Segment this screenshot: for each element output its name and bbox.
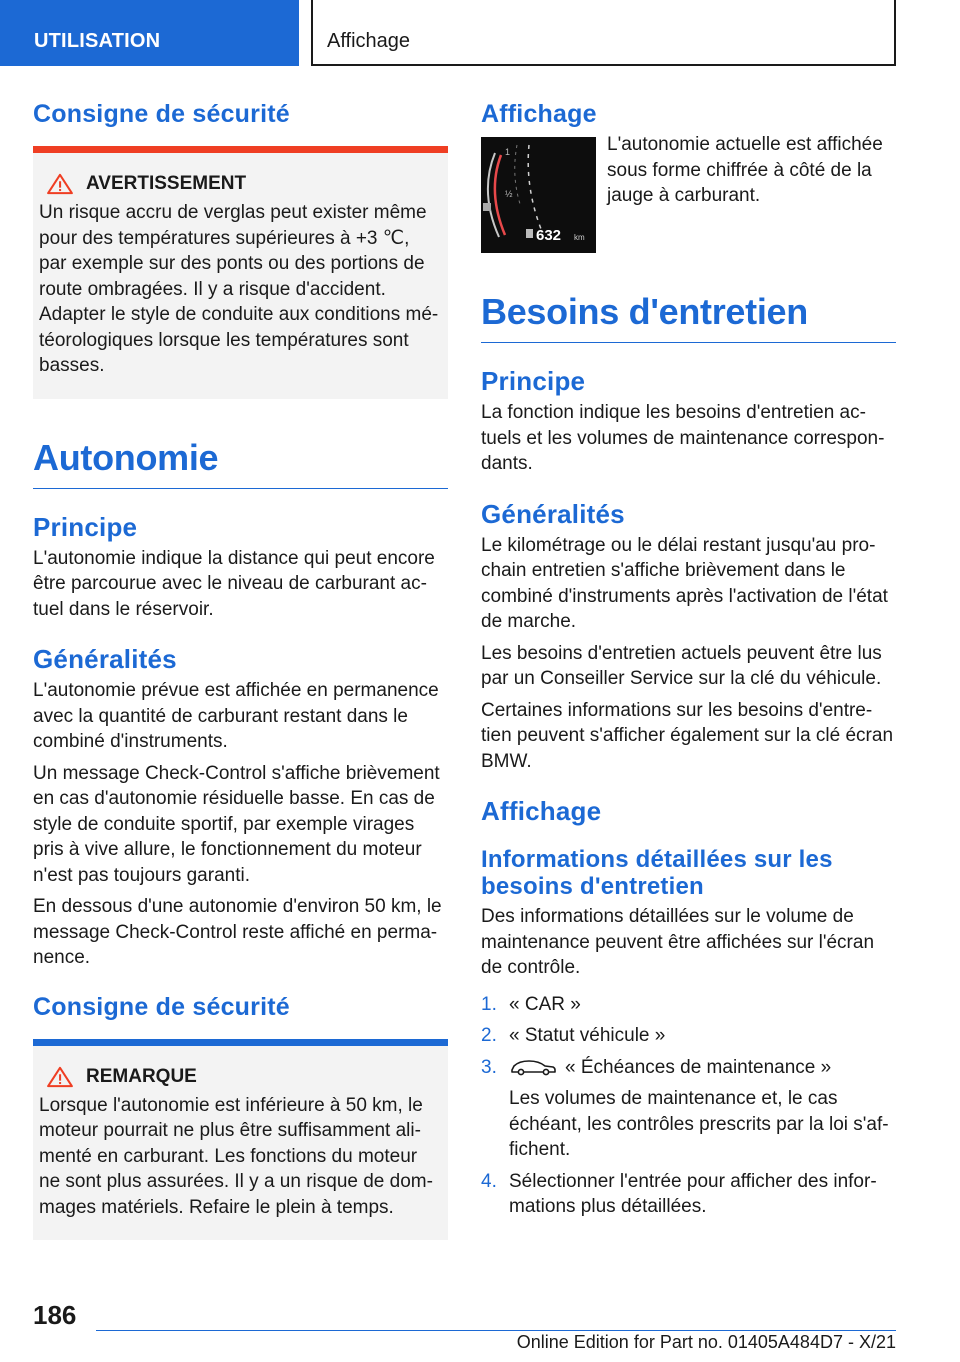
right-column [481, 100, 896, 1226]
gauge-mark-half: ½ [505, 189, 513, 199]
remark-text: Lorsque l'autonomie est inférieure à 50 km, le moteur pourrait ne plus être suffisamment alimenté en carburant. Les fonctions du moteur ne sont plus assurées. Il y a un risque de dommages matériels. Refaire le plein à temps. [39, 1094, 433, 1218]
remark-notice [33, 1039, 448, 1241]
info-detaillees-heading: Informations détaillées sur les besoins d'entretien [481, 846, 833, 900]
affichage-text: L'autonomie actuelle est affichée sous forme chiffrée à côté de la jauge à carburant. [607, 134, 883, 206]
autonomie-generalites-p3: En dessous d'une autonomie d'environ 50 km, le message Check-Control reste affiché en permanence. [33, 896, 442, 968]
safety-heading-1: Consigne de sécurité [33, 100, 290, 128]
fuel-display-block [481, 132, 896, 253]
step-subtext: Les volumes de maintenance et, le cas échéant, les contrôles prescrits par la loi s'affichent. [509, 1088, 889, 1160]
step-number: 3. [481, 1056, 497, 1078]
fuel-gauge-image [481, 137, 596, 253]
besoins-generalites-p1: Le kilométrage ou le délai restant jusqu'au prochain entretien s'affiche brièvement dans le combiné d'instruments après l'activation de l'état de marche. [481, 534, 888, 632]
notice-title-row [39, 173, 440, 195]
header-topic-box [311, 0, 896, 66]
car-icon [509, 1058, 557, 1076]
safety-heading-2: Consigne de sécurité [33, 992, 290, 1021]
gauge-range-value: 632 [536, 227, 562, 244]
step-number: 4. [481, 1170, 497, 1192]
warning-title: AVERTISSEMENT [86, 173, 247, 194]
header-section-tab [0, 0, 299, 66]
remark-title: REMARQUE [86, 1065, 197, 1087]
remark-title-row [39, 1066, 440, 1088]
step-text: « Statut véhicule » [509, 1025, 666, 1046]
page-number: 186 [33, 1300, 77, 1330]
affichage-heading: Affichage [481, 100, 597, 128]
header-topic-label: Affichage [327, 30, 411, 52]
step-item [481, 1169, 896, 1220]
besoins-title: Besoins d'entretien [481, 291, 896, 343]
autonomie-generalites-heading: Généralités [33, 644, 177, 674]
step-number: 2. [481, 1025, 497, 1046]
info-detaillees-text: Des informations détaillées sur le volume de maintenance peuvent être affichées sur l'écran de contrôle. [481, 906, 875, 978]
besoins-generalites-heading: Généralités [481, 498, 625, 529]
left-column [33, 100, 448, 1240]
steps-list [481, 992, 896, 1220]
step-item [481, 1023, 896, 1049]
besoins-generalites-p2: Les besoins d'entretien actuels peuvent être lus par un Conseiller Service sur la clé du véhicule. [481, 642, 882, 689]
besoins-principe-heading: Principe [481, 366, 586, 396]
step-number: 1. [481, 993, 497, 1015]
gauge-mark-top: 1 [505, 147, 511, 157]
warning-triangle-icon [45, 1066, 75, 1088]
step-text: « CAR » [509, 993, 581, 1015]
gauge-range-unit: km [574, 233, 585, 242]
step-text: « Échéances de maintenance » [565, 1056, 832, 1078]
autonomie-principe-heading: Principe [33, 511, 138, 542]
warning-notice [33, 146, 448, 399]
step-text: Sélectionner l'entrée pour afficher des informations plus détaillées. [509, 1170, 877, 1217]
fuel-pump-icon [483, 203, 491, 211]
step-item [481, 992, 896, 1018]
besoins-affichage-heading: Affichage [481, 796, 602, 826]
autonomie-generalites-p1: L'autonomie prévue est affichée en permanence avec la quantité de carburant restant dans le combiné d'instruments. [33, 680, 439, 752]
warning-text: Un risque accru de verglas peut exister même pour des températures supérieures à +3 ℃, par exemple sur des ponts ou des portions de route ombragées. Il y a risque d'accident. Adapter le style de conduite aux conditions météorologiques lorsque les températures sont basses. [39, 202, 439, 376]
header-section-label: UTILISATION [34, 30, 161, 52]
fuel-pump-small-icon [526, 229, 533, 238]
autonomie-generalites-p2: Un message Check-Control s'affiche brièvement en cas d'autonomie résiduelle basse. En cas de style de conduite sportif, par exemple virages pris à vive allure, le fonctionnement du moteur n'est pas toujours garanti. [33, 762, 440, 886]
besoins-principe-text: La fonction indique les besoins d'entretien actuels et les volumes de maintenance correspondants. [481, 402, 885, 474]
footer-edition: Online Edition for Part no. 01405A484D7 - X/21 [516, 1332, 896, 1352]
warning-triangle-icon [45, 173, 75, 195]
besoins-generalites-p3: Certaines informations sur les besoins d'entretien peuvent s'afficher également sur la clé écran BMW. [481, 699, 894, 772]
footer-divider [96, 1330, 896, 1331]
autonomie-principe-text: L'autonomie indique la distance qui peut encore être parcourue avec le niveau de carburant actuel dans le réservoir. [33, 547, 435, 620]
step-item [481, 1055, 896, 1163]
autonomie-title: Autonomie [33, 437, 448, 489]
